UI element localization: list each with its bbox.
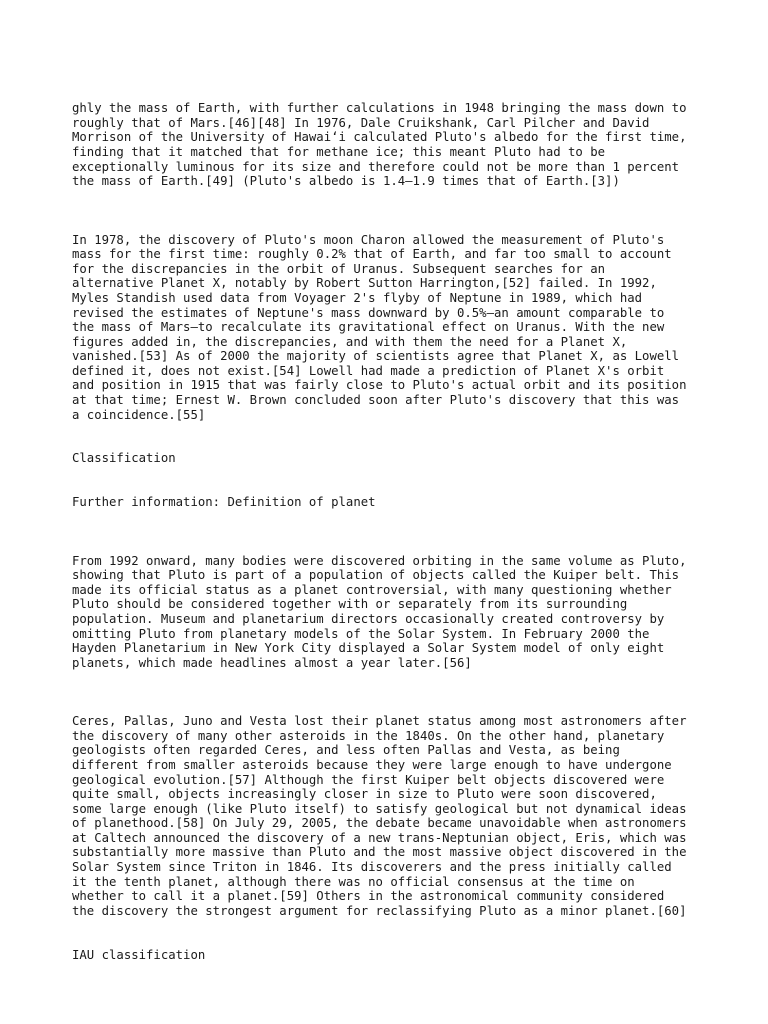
paragraph-mass-estimates: ghly the mass of Earth, with further calculations in 1948 bringing the mass down to roughly that of Mars.[46][48] In 1976, Dale Cruikshank, Carl Pilcher and David Morrison of the University of Hawaiʻi calculated Pluto's albedo for the first time, finding that it matched that for methane ice; this meant Pluto had to be exceptionally luminous for its size and therefore could not be more than 1 percent the mass of Earth.[49] (Pluto's albedo is 1.4–1.9 times that of Earth.[3]) xyxy=(72,101,687,189)
section-heading-classification: Classification xyxy=(72,451,176,466)
further-information-note: Further information: Definition of planet xyxy=(72,495,376,510)
paragraph-kuiper-belt: From 1992 onward, many bodies were discovered orbiting in the same volume as Pluto, showing that Pluto is part of a population of objects called the Kuiper belt. This made its official status as a planet controversial, with many questioning whether Pluto should be considered together with or separately from its surrounding population. Museum and planetarium directors occasionally created controversy by omitting Pluto from planetary models of the Solar System. In February 2000 the Hayden Planetarium in New York City displayed a Solar System model of only eight planets, which made headlines almost a year later.[56] xyxy=(72,553,687,670)
section-heading-iau-classification: IAU classification xyxy=(72,947,206,962)
paragraph-asteroids-eris: Ceres, Pallas, Juno and Vesta lost their planet status among most astronomers after the discovery of many other asteroids in the 1840s. On the other hand, planetary geologists often regarded Ceres, and less often Pallas and Vesta, as being different from smaller asteroids because they were large enough to have undergone geological evolution.[57] Although the first Kuiper belt objects discovered were quite small, objects increasingly closer in size to Pluto were soon discovered, some large enough (like Pluto itself) to satisfy geological but not dynamical ideas of planethood.[58] On July 29, 2005, the debate became unavoidable when astronomers at Caltech announced the discovery of a new trans-Neptunian object, Eris, which was substantially more massive than Pluto and the most massive object discovered in the Solar System since Triton in 1846. Its discoverers and the press initially called it the tenth planet, although there was no official consensus at the time on whether to call it a planet.[59] Others in the astronomical community considered the discovery the strongest argument for reclassifying Pluto as a minor planet.[60] xyxy=(72,714,687,918)
document-body xyxy=(72,72,712,977)
paragraph-charon-planet-x: In 1978, the discovery of Pluto's moon Charon allowed the measurement of Pluto's mass for the first time: roughly 0.2% that of Earth, and far too small to account for the discrepancies in the orbit of Uranus. Subsequent searches for an alternative Planet X, notably by Robert Sutton Harrington,[52] failed. In 1992, Myles Standish used data from Voyager 2's flyby of Neptune in 1989, which had revised the estimates of Neptune's mass downward by 0.5%—an amount comparable to the mass of Mars—to recalculate its gravitational effect on Uranus. With the new figures added in, the discrepancies, and with them the need for a Planet X, vanished.[53] As of 2000 the majority of scientists agree that Planet X, as Lowell defined it, does not exist.[54] Lowell had made a prediction of Planet X's orbit and position in 1915 that was fairly close to Pluto's actual orbit and its position at that time; Ernest W. Brown concluded soon after Pluto's discovery that this was a coincidence.[55] xyxy=(72,232,687,422)
